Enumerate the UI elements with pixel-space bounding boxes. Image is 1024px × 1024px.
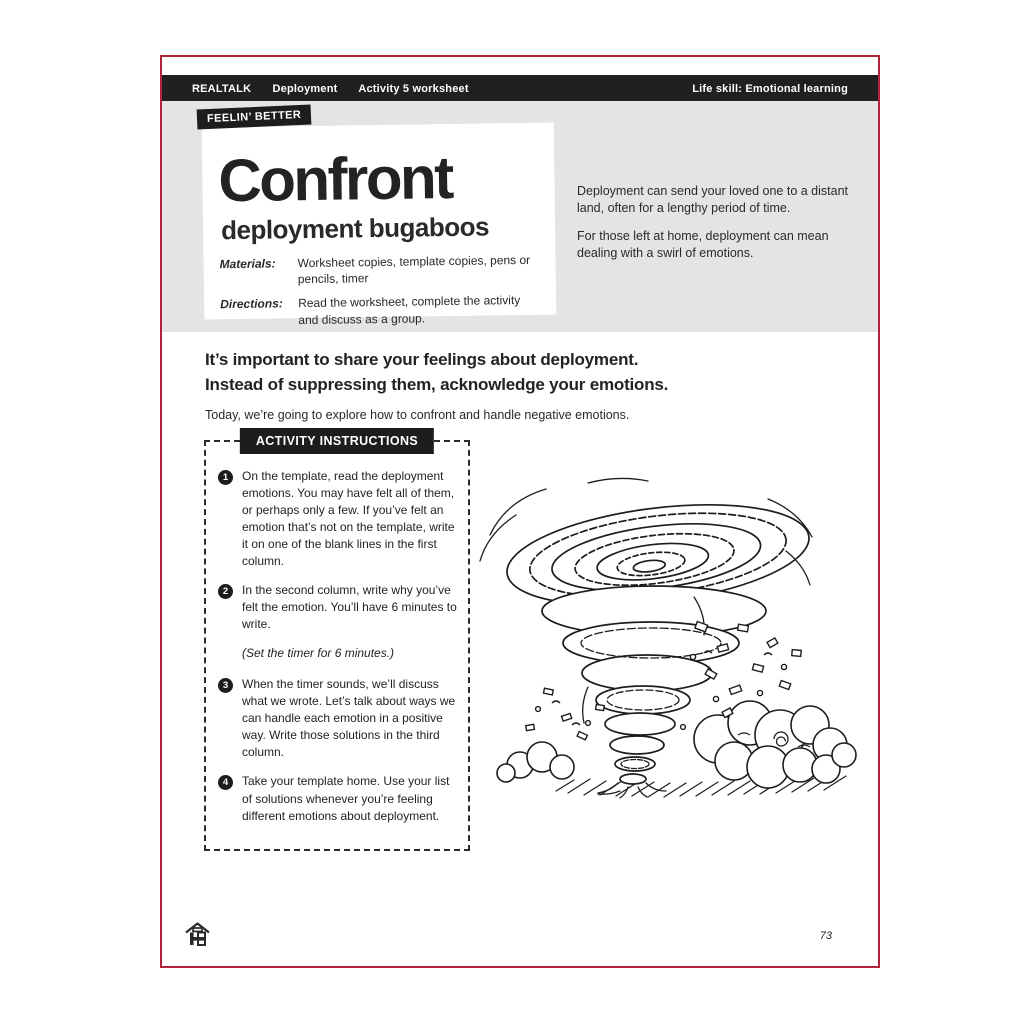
activity-step-3 — [218, 676, 458, 761]
title-band — [162, 101, 878, 332]
header-breadcrumb — [192, 83, 469, 95]
header-bar — [162, 75, 878, 102]
feelin-better-badge: FEELIN’ BETTER — [197, 105, 312, 130]
worksheet-label: Activity 5 worksheet — [358, 82, 469, 95]
directions-row — [220, 292, 542, 329]
step-text: On the template, read the deployment emotions. You may have felt all of them, or perhaps only a few. If you’ve felt an emotion that’s not on the template, write it on one of the blank lines in the first column. — [242, 469, 455, 569]
page-number: 73 — [819, 930, 832, 942]
tornado-svg — [468, 477, 868, 799]
intro-text — [577, 183, 869, 272]
timer-note: (Set the timer for 6 minutes.) — [242, 646, 395, 661]
key-statement-line-1: It’s important to share your feelings about deployment. — [205, 350, 639, 369]
key-statement — [205, 348, 668, 397]
step-number-badge: 2 — [218, 584, 233, 599]
title-card — [202, 123, 557, 327]
activity-step-2 — [218, 582, 458, 633]
activity-instructions-box — [204, 434, 470, 851]
key-statement-line-2: Instead of suppressing them, acknowledge your emotions. — [205, 374, 669, 394]
intro-paragraph-1: Deployment can send your loved one to a distant land, often for a lengthy period of time. — [577, 184, 849, 216]
step-number-badge: 3 — [218, 678, 233, 693]
worksheet-page — [160, 55, 880, 968]
tornado-illustration — [468, 477, 868, 799]
intro-paragraph-2: For those left at home, deployment can mean dealing with a swirl of emotions. — [577, 228, 829, 260]
step-text: Take your template home. Use your list of solutions whenever you’re feeling different emotions about deployment. — [242, 774, 450, 823]
page-title: Confront — [217, 143, 453, 215]
house-logo-icon — [184, 921, 211, 948]
lead-in-text: Today, we’re going to explore how to confront and handle negative emotions. — [205, 408, 630, 422]
brand-label: REALTALK — [192, 82, 252, 95]
activity-step-4 — [218, 773, 458, 824]
directions-label: Directions: — [220, 296, 283, 312]
materials-value: Worksheet copies, template copies, pens or pencils, timer — [297, 252, 531, 287]
step-number-badge: 1 — [218, 470, 233, 485]
activity-step-1 — [218, 468, 458, 570]
page-subtitle: deployment bugaboos — [220, 211, 490, 246]
life-skill-label: Life skill: Emotional learning — [692, 82, 848, 95]
activity-instructions-header: ACTIVITY INSTRUCTIONS — [240, 428, 434, 454]
step-text: When the timer sounds, we’ll discuss what we wrote. Let’s talk about ways we can handle each emotion in a positive way. Write those solutions in the third column. — [242, 677, 456, 760]
directions-value: Read the worksheet, complete the activity and discuss as a group. — [298, 293, 521, 327]
step-text: In the second column, write why you’ve felt the emotion. You’ll have 6 minutes to write. — [242, 583, 457, 632]
step-number-badge: 4 — [218, 775, 233, 790]
materials-row — [219, 252, 541, 289]
section-label: Deployment — [272, 82, 338, 95]
materials-label: Materials: — [219, 256, 276, 272]
